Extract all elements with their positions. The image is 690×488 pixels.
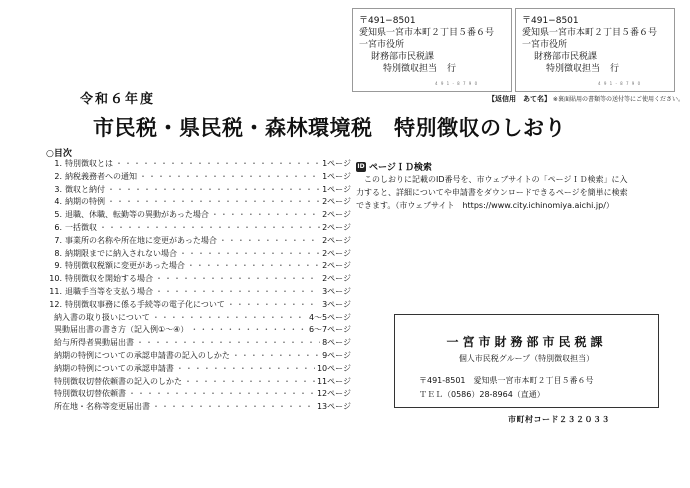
- toc-item: [46, 388, 351, 401]
- toc-item-title: 所在地・名称等変更届出書: [54, 402, 150, 412]
- toc-item-number: 12.: [49, 299, 62, 309]
- toc-item-page: 2ページ: [322, 197, 351, 207]
- toc-item: [46, 184, 351, 197]
- toc-item-title: 納期の特例についての承認申請書: [54, 363, 174, 373]
- return-address-label-2: [515, 8, 675, 92]
- toc-item: [46, 324, 351, 337]
- toc-item-page: 12ページ: [316, 389, 351, 399]
- toc-heading: ○目次: [46, 149, 72, 159]
- toc-item-page: 6〜7ページ: [308, 325, 351, 335]
- department-name: 一宮市財務部市民税課: [446, 335, 607, 349]
- toc-item-page: 1ページ: [322, 159, 351, 168]
- toc-item-title: 異動届出書の書き方（記入例①〜④）: [54, 325, 189, 335]
- toc-leader-dots: [190, 324, 307, 337]
- toc-item: [46, 171, 351, 184]
- toc-item-title: 納期の特例についての承認申請書の記入のしかた: [54, 350, 230, 360]
- toc-leader-dots: [176, 363, 315, 376]
- toc-item: [46, 350, 351, 363]
- toc-leader-dots: [187, 260, 320, 273]
- toc-item-page: 2ページ: [322, 235, 351, 245]
- fiscal-year: 令和６年度: [80, 92, 156, 107]
- toc-item: [46, 222, 351, 235]
- page-id-heading-text: ページＩＤ検索: [369, 163, 432, 173]
- id-icon: ID: [357, 162, 365, 170]
- return-note: ※裏面貼用の書類等の送付等にご使用ください。: [552, 96, 684, 103]
- toc-leader-dots: [184, 376, 315, 389]
- page-id-description: [356, 173, 661, 212]
- toc-item-number: 6.: [54, 222, 62, 232]
- toc-item-title: 事業所の名称や所在地に変更があった場合: [65, 235, 217, 245]
- toc-item-number: 11.: [49, 286, 62, 296]
- toc-leader-dots: [99, 222, 320, 235]
- toc-item-number: 8.: [54, 248, 62, 258]
- toc-item-page: 11ページ: [316, 376, 351, 386]
- label-postal: 〒491−8501: [359, 16, 416, 26]
- toc-item: [46, 260, 351, 273]
- return-address-label-1: [352, 8, 512, 92]
- toc-item: [46, 209, 351, 222]
- toc-item-title: 特別徴収税額に変更があった場合: [65, 261, 185, 271]
- page-id-line-2: 力すると、詳細についてや申請書をダウンロードできるページを簡単に検索: [356, 188, 628, 197]
- toc-item-page: 9ページ: [322, 350, 351, 360]
- toc-item-title: 納期限までに納入されない場合: [65, 248, 177, 258]
- toc-leader-dots: [219, 235, 320, 248]
- toc-item-number: 1.: [54, 159, 62, 168]
- toc-item: [46, 158, 351, 171]
- toc-item-number: 7.: [54, 235, 62, 245]
- toc-item-title: 一括徴収: [65, 222, 97, 232]
- toc-item-page: 1ページ: [322, 184, 351, 194]
- page-id-line-1: このしおりに記載のID番号を、市ウェブサイトの「ページＩＤ検索」に入: [364, 175, 628, 184]
- department-contact-box: [394, 314, 659, 408]
- toc-item: [46, 401, 351, 414]
- toc-leader-dots: [155, 273, 320, 286]
- toc-item-page: 2ページ: [322, 222, 351, 232]
- return-label: 【返信用 あて名】: [488, 95, 551, 103]
- label-dept: 財務部市民税課: [371, 52, 435, 62]
- toc-leader-dots: [232, 350, 320, 363]
- toc-item-title: 特別徴収を開始する場合: [65, 274, 153, 284]
- toc-item-title: 給与所得者異動届出書: [54, 338, 134, 348]
- label-dept: 財務部市民税課: [534, 52, 598, 62]
- toc-leader-dots: [107, 196, 320, 209]
- toc-item-page: 4〜5ページ: [308, 312, 351, 322]
- toc-leader-dots: [152, 312, 307, 325]
- label-address: 愛知県一宮市本町２丁目５番６号: [359, 28, 495, 38]
- toc-leader-dots: [107, 184, 320, 197]
- toc-item-page: 3ページ: [322, 299, 351, 309]
- toc-item-number: 4.: [54, 197, 62, 207]
- department-group: 個人市民税グループ（特別徴収担当）: [458, 354, 595, 363]
- label-suffix: 行: [447, 64, 457, 74]
- toc-item: [46, 248, 351, 261]
- city-code: 市町村コード２３２０３３: [508, 415, 610, 424]
- page-id-line-3: できます。（市ウェブサイト https://www.city.ichinomiya.aichi.jp/）: [356, 201, 614, 210]
- toc-item: [46, 312, 351, 325]
- toc-item-page: 1ページ: [322, 171, 351, 181]
- toc-item-page: 8ページ: [322, 338, 351, 348]
- label-section: 特別徴収担当: [383, 64, 438, 74]
- toc-item: [46, 363, 351, 376]
- toc-leader-dots: [152, 401, 315, 414]
- toc-item-number: 2.: [54, 171, 62, 181]
- label-postal: 〒491−8501: [522, 16, 579, 26]
- toc-leader-dots: [115, 158, 320, 171]
- toc-leader-dots: [136, 337, 320, 350]
- toc-item-page: 2ページ: [322, 274, 351, 284]
- toc-item: [46, 273, 351, 286]
- toc-leader-dots: [179, 248, 320, 261]
- toc-leader-dots: [128, 388, 315, 401]
- toc-item-number: 9.: [54, 261, 62, 271]
- toc-item: [46, 286, 351, 299]
- toc-item-title: 徴収と納付: [65, 184, 105, 194]
- label-section: 特別徴収担当: [546, 64, 601, 74]
- department-phone: ＴＥＬ（0586）28-8964（直通）: [419, 390, 545, 399]
- toc-item-page: 2ページ: [322, 248, 351, 258]
- toc-item-title: 特別徴収切替依頼書の記入のしかた: [54, 376, 182, 386]
- page-title: 市民税・県民税・森林環境税 特別徴収のしおり: [93, 116, 566, 140]
- label-office: 一宮市役所: [359, 40, 405, 50]
- toc-item-title: 特別徴収とは: [65, 159, 113, 168]
- toc-item-title: 納税義務者への通知: [65, 171, 137, 181]
- label-office: 一宮市役所: [522, 40, 568, 50]
- toc-leader-dots: [227, 299, 320, 312]
- toc-item-page: 10ページ: [316, 363, 351, 373]
- toc-item: [46, 337, 351, 350]
- table-of-contents: [46, 158, 351, 414]
- label-barcode-text: 4 9 1 - 8 7 9 0: [598, 81, 642, 86]
- label-barcode-text: 4 9 1 - 8 7 9 0: [435, 81, 479, 86]
- toc-item-page: 2ページ: [322, 210, 351, 220]
- toc-item-number: 3.: [54, 184, 62, 194]
- toc-item-title: 納入書の取り扱いについて: [54, 312, 150, 322]
- toc-item-page: 13ページ: [316, 402, 351, 412]
- toc-leader-dots: [139, 171, 320, 184]
- toc-item-title: 退職手当等を支払う場合: [65, 286, 153, 296]
- toc-item-title: 退職、休職、転勤等の異動があった場合: [65, 210, 209, 220]
- page-id-heading: [356, 160, 432, 173]
- toc-item-page: 3ページ: [322, 286, 351, 296]
- toc-item-page: 2ページ: [322, 261, 351, 271]
- toc-item-title: 特別徴収切替依頼書: [54, 389, 126, 399]
- toc-item: [46, 235, 351, 248]
- toc-item-number: 5.: [54, 210, 62, 220]
- label-address: 愛知県一宮市本町２丁目５番６号: [522, 28, 658, 38]
- toc-item: [46, 376, 351, 389]
- return-note-row: [488, 94, 684, 104]
- toc-item: [46, 299, 351, 312]
- toc-item-title: 納期の特例: [65, 197, 105, 207]
- toc-leader-dots: [155, 286, 320, 299]
- toc-item-title: 特別徴収事務に係る手続等の電子化について: [65, 299, 225, 309]
- label-suffix: 行: [610, 64, 620, 74]
- toc-item: [46, 196, 351, 209]
- department-address: 〒491-8501 愛知県一宮市本町２丁目５番６号: [419, 376, 594, 385]
- toc-leader-dots: [211, 209, 320, 222]
- toc-item-number: 10.: [49, 274, 62, 284]
